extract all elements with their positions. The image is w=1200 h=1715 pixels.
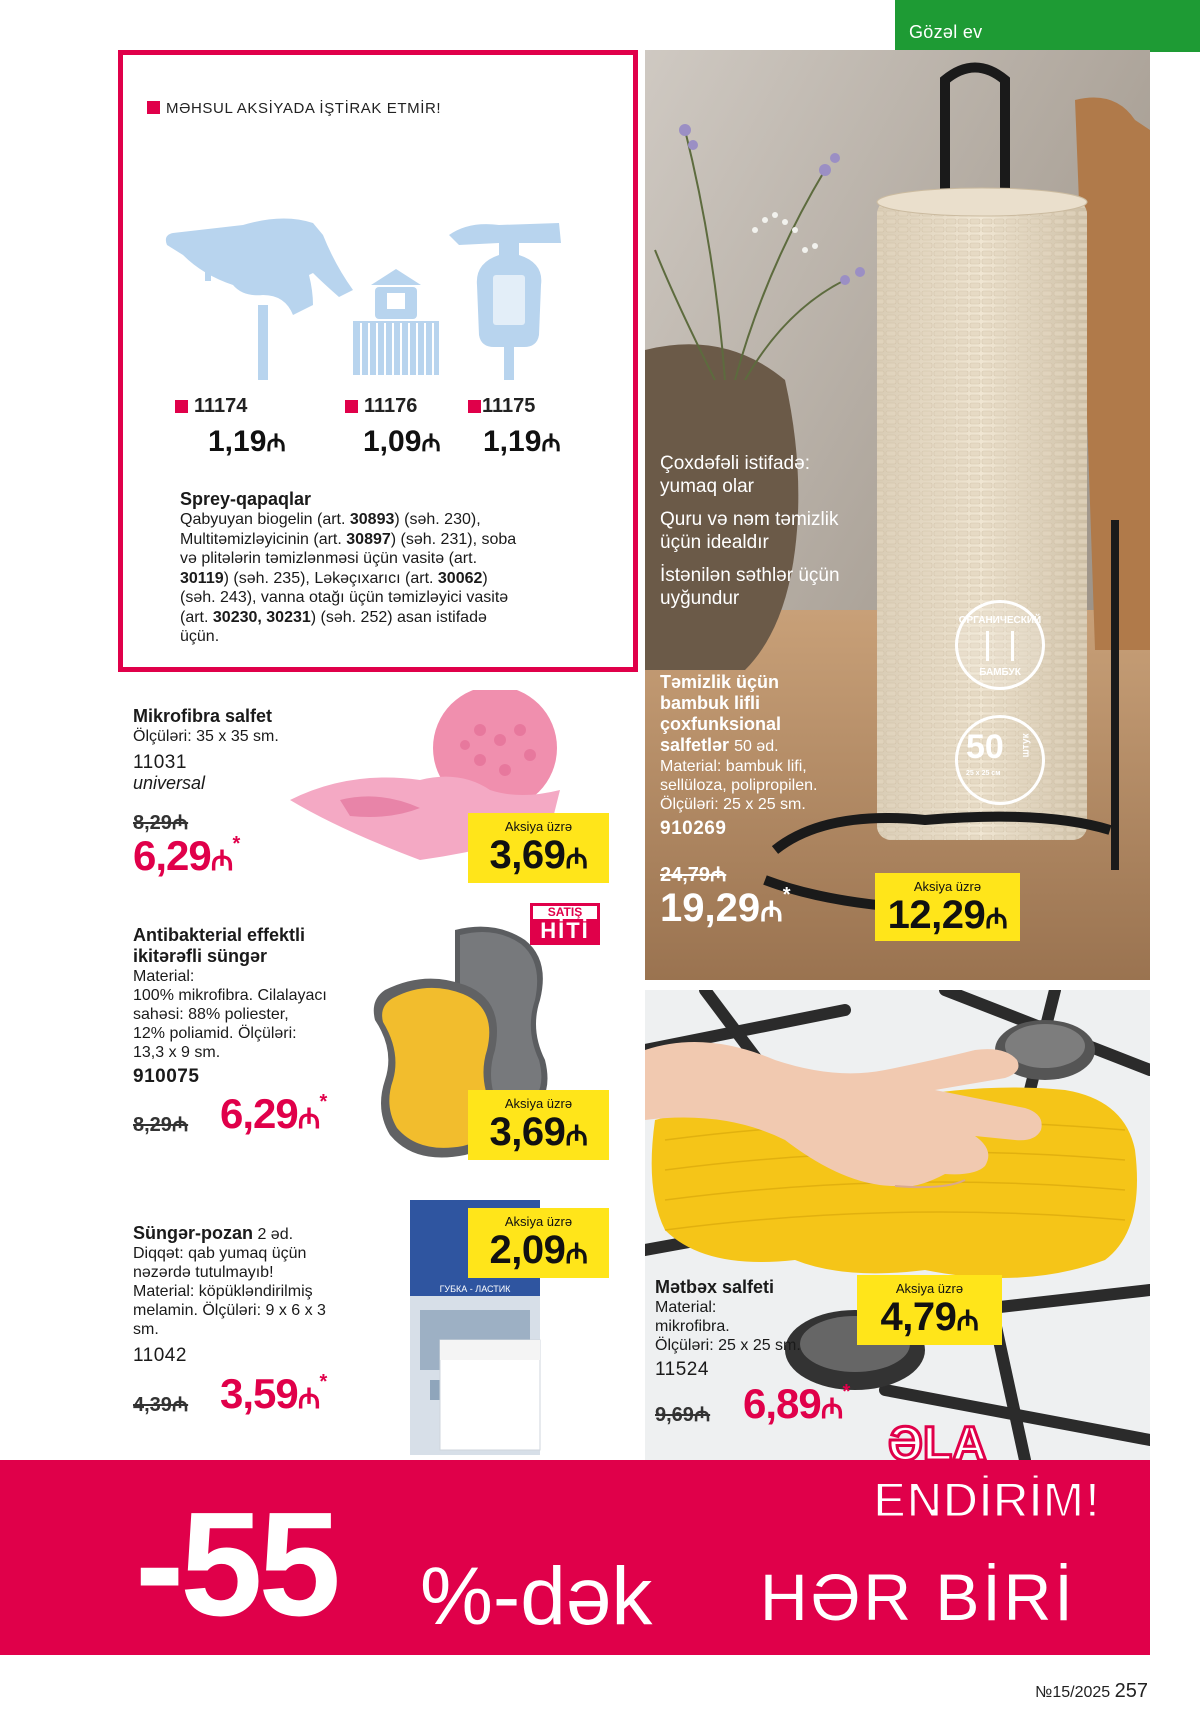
trigger-sprayer-icon	[163, 205, 353, 380]
bamboo-product-info: Təmizlik üçün bambuk lifli çoxfunksional salfetlər 50 əd. Material: bambuk lifi, sellüloza, polipropilen. Ölçüləri: 25 x 25 sm. 910269	[660, 672, 818, 839]
section-tag: Gözəl ev	[895, 0, 1200, 52]
not-in-promo-notice: MƏHSUL AKSİYADA İŞTİRAK ETMİR!	[147, 100, 441, 117]
count-50-badge: 50 штук 25 x 25 см	[955, 715, 1045, 805]
eraser-old-price: 4,39₼	[133, 1394, 189, 1416]
great-label: ƏLA	[888, 1418, 987, 1471]
microfiber-promo-badge: Aksiya üzrə 3,69₼	[468, 813, 609, 883]
each-label: HƏR BİRİ	[760, 1560, 1076, 1634]
cap-code-2: 11176	[345, 395, 417, 418]
bamboo-new-price: 19,29₼*	[660, 884, 791, 930]
kitchen-old-price: 9,69₼	[655, 1404, 711, 1426]
sponge-promo-badge: Aksiya üzrə 3,69₼	[468, 1090, 609, 1160]
flip-cap-icon	[351, 265, 441, 375]
kitchen-cloth-info: Mətbəx salfeti Material: mikrofibra. Ölçüləri: 25 x 25 sm. 11524	[655, 1277, 801, 1380]
spray-caps-description: Qabyuyan biogelin (art. 30893) (səh. 230), Multitəmizləyicinin (art. 30897) (səh. 231), soba və plitələrin təmizlənməsi üçün vasitə (art. 30119) (səh. 235), Ləkəçıxarıcı (art. 30062) (səh. 243), vanna otağı üçün təmizləyici vasitə (art. 30230, 30231) (səh. 252) asan istifadə üçün.	[180, 511, 517, 645]
bamboo-promo-badge: Aksiya üzrə 12,29₼	[875, 873, 1020, 941]
sponge-old-price: 8,29₼	[133, 1114, 189, 1136]
microfiber-old-price: 8,29₼	[133, 812, 189, 834]
pump-dispenser-icon	[449, 215, 569, 380]
bamboo-old-price: 24,79₼	[660, 864, 727, 886]
cap-code-3: 11175	[468, 395, 535, 418]
eraser-new-price: 3,59₼*	[220, 1370, 327, 1417]
discount-percent: -55	[135, 1482, 337, 1647]
kitchen-promo-badge: Aksiya üzrə 4,79₼	[857, 1275, 1002, 1345]
eraser-promo-badge: Aksiya üzrə 2,09₼	[468, 1208, 609, 1278]
svg-text:ГУБКА - ЛАСТИК: ГУБКА - ЛАСТИК	[439, 1284, 511, 1294]
organic-bamboo-badge: ОРГАНИЧЕСКИЙ БАМБУК	[955, 600, 1045, 690]
kitchen-new-price: 6,89₼*	[743, 1380, 850, 1427]
red-square-icon	[147, 101, 160, 114]
kitchen-cloth-photo	[645, 990, 1150, 1460]
spray-caps-box	[118, 50, 638, 672]
microfiber-info: Mikrofibra salfet Ölçüləri: 35 x 35 sm. 11031 universal	[133, 706, 279, 793]
discount-label: ENDİRİM!	[873, 1472, 1101, 1528]
microfiber-new-price: 6,29₼*	[133, 832, 240, 879]
cap-price-3: 1,19₼	[483, 425, 561, 458]
sponge-info: Antibakterial effektli ikitərəfli süngər Material: 100% mikrofibra. Cilalayacı sahəsi: 88% poliester, 12% poliamid. Ölçüləri: 13,3 x 9 sm. 910075	[133, 925, 327, 1087]
cap-price-2: 1,09₼	[363, 425, 441, 458]
sponge-new-price: 6,29₼*	[220, 1090, 327, 1137]
discount-suffix: %-dək	[420, 1551, 653, 1642]
bestseller-badge: SATIŞ HİTİ	[530, 903, 600, 945]
bamboo-benefits: Çoxdəfəli istifadə: yumaq olar Quru və nəm təmizlik üçün idealdır İstənilən səthlər üçün uyğundur	[660, 453, 840, 609]
cap-price-1: 1,19₼	[208, 425, 286, 458]
page-footer: №15/2025 257	[1035, 1680, 1148, 1702]
spray-caps-title: Sprey-qapaqlar	[180, 489, 312, 509]
eraser-info: Süngər-pozan 2 əd. Diqqət: qab yumaq üçün nəzərdə tutulmayıb! Material: köpükləndirilmiş melamin. Ölçüləri: 9 x 6 x 3 sm. 11042	[133, 1223, 326, 1366]
bamboo-leaf-icon	[986, 631, 1014, 661]
cap-code-1: 11174	[175, 395, 247, 418]
